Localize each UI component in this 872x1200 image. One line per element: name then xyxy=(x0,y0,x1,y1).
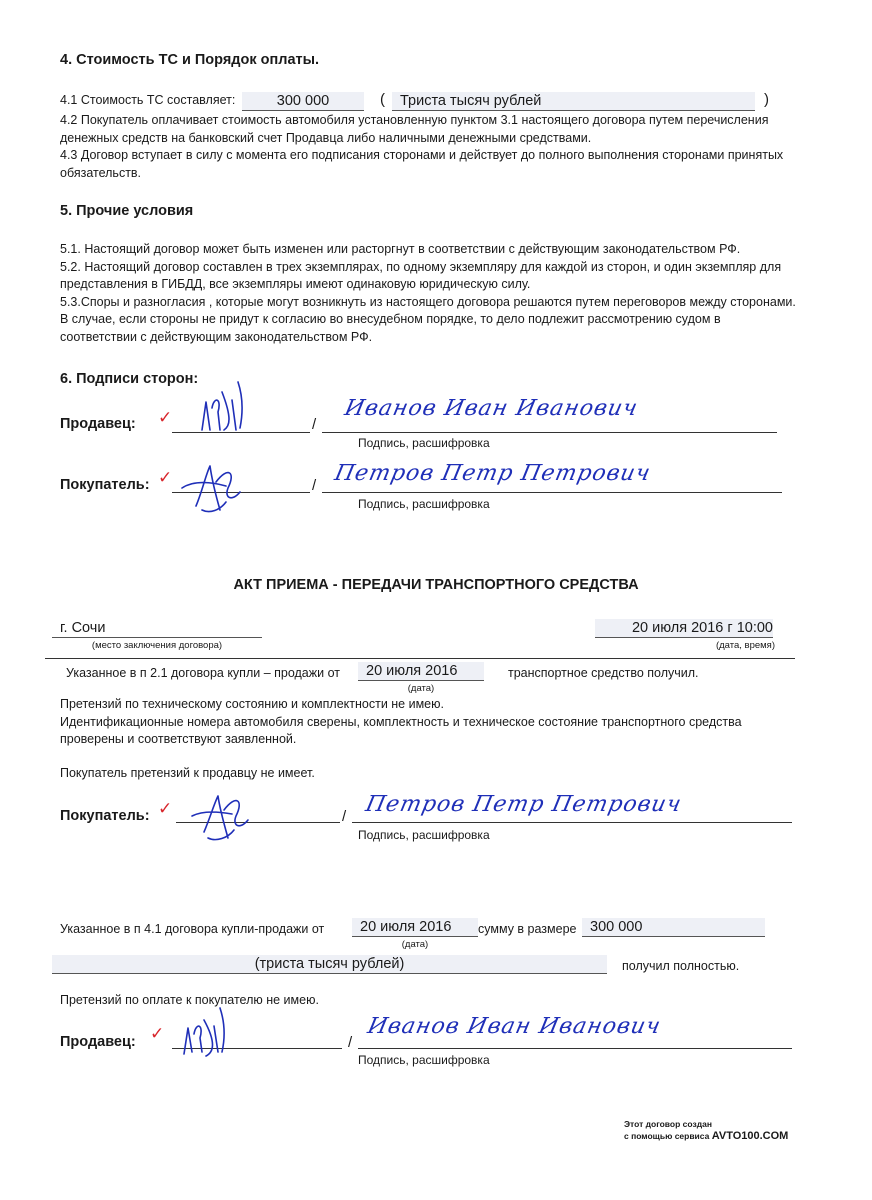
footer-brand: AVTO100.COM xyxy=(711,1130,789,1142)
datetime-caption: (дата, время) xyxy=(715,640,775,651)
service-stamp xyxy=(624,1118,788,1142)
act-buyer-signature-mark xyxy=(186,782,258,844)
payment-words-field[interactable]: (триста тысяч рублей) xyxy=(52,955,607,974)
claims-line-2: Идентификационные номера автомобиля сверены, комплектность и техническое состояние транспортного средства проверены и соответствуют заявленной. xyxy=(60,714,742,746)
payment-date-caption: (дата) xyxy=(401,939,429,950)
act-buyer-caption: Подпись, расшифровка xyxy=(358,828,490,842)
footer-line-1: Этот договор создан xyxy=(624,1119,712,1129)
buyer-no-claims: Покупатель претензий к продавцу не имеет. xyxy=(60,766,315,780)
act-seller-caption: Подпись, расшифровка xyxy=(358,1053,490,1067)
received-date-field[interactable]: 20 июля 2016 xyxy=(358,662,484,681)
price-label: 4.1 Стоимость ТС составляет: xyxy=(60,93,236,107)
act-buyer-label: Покупатель: xyxy=(60,808,150,824)
section4-body xyxy=(60,112,800,182)
price-value-field[interactable]: 300 000 xyxy=(242,92,364,111)
received-date-caption: (дата) xyxy=(407,683,435,694)
datetime-field[interactable]: 20 июля 2016 г 10:00 xyxy=(595,619,773,638)
seller-signature-mark xyxy=(192,372,272,436)
price-words-field[interactable]: Триста тысяч рублей xyxy=(392,92,755,111)
seller-name-line[interactable] xyxy=(322,432,777,433)
buyer-signature-mark xyxy=(176,452,252,516)
checkmark-icon: ✓ xyxy=(158,408,173,427)
checkmark-icon: ✓ xyxy=(158,468,173,487)
act-buyer-name-handwritten: Петров Петр Петрович xyxy=(363,792,685,817)
received-suffix: транспортное средство получил. xyxy=(508,666,699,680)
city-field[interactable]: г. Сочи xyxy=(52,619,262,638)
buyer-name-line[interactable] xyxy=(322,492,782,493)
act-buyer-slash: / xyxy=(342,808,347,825)
act-seller-name-handwritten: Иванов Иван Иванович xyxy=(365,1014,664,1039)
payment-amount-field[interactable]: 300 000 xyxy=(582,918,765,937)
act-seller-name-line[interactable] xyxy=(358,1048,792,1049)
clause-5-3: 5.3.Споры и разногласия , которые могут возникнуть из настоящего договора решаются путем переговоров между сторонами. В случае, если стороны не придут к согласию во внесудебном порядке, то дело подлежит рассмотрению судом в соответствии с действующим законодательством РФ. xyxy=(60,294,796,344)
act-seller-signature-mark xyxy=(174,1000,250,1060)
section6-title: 6. Подписи сторон: xyxy=(60,371,199,387)
section5-title: 5. Прочие условия xyxy=(60,203,194,219)
payment-prefix: Указанное в п 4.1 договора купли-продажи от xyxy=(60,922,325,936)
checkmark-icon: ✓ xyxy=(158,799,173,818)
clause-5-2: 5.2. Настоящий договор составлен в трех экземплярах, по одному экземпляру для каждой из сторон, и один экземпляр для представления в ГИБДД, все экземпляры имеют одинаковую юридическую силу. xyxy=(60,259,782,291)
act-divider xyxy=(45,658,795,659)
seller-slash: / xyxy=(312,416,317,433)
act-buyer-name-line[interactable] xyxy=(352,822,792,823)
city-caption: (место заключения договора) xyxy=(91,640,223,651)
act-title: АКТ ПРИЕМА - ПЕРЕДАЧИ ТРАНСПОРТНОГО СРЕДСТВА xyxy=(233,577,639,593)
footer-line-2-prefix: с помощью сервиса xyxy=(624,1131,710,1141)
claims-line-1: Претензий по техническому состоянию и комплектности не имею. xyxy=(60,697,444,711)
act-claims-body xyxy=(60,696,800,749)
seller-label: Продавец: xyxy=(60,416,136,432)
section4-title: 4. Стоимость ТС и Порядок оплаты. xyxy=(60,52,320,68)
buyer-label: Покупатель: xyxy=(60,477,150,493)
clause-5-1: 5.1. Настоящий договор может быть изменен или расторгнут в соответствии с действующим законодательством РФ. xyxy=(60,242,741,256)
received-prefix: Указанное в п 2.1 договора купли – продажи от xyxy=(66,666,340,680)
clause-4-2: 4.2 Покупатель оплачивает стоимость автомобиля установленную пунктом 3.1 настоящего договора путем перечисления денежных средств на банковский счет Продавца либо наличными денежными средствами. xyxy=(60,113,769,145)
open-paren: ( xyxy=(380,91,385,108)
clause-4-3: 4.3 Договор вступает в силу с момента его подписания сторонами и действует до полного выполнения сторонами принятых обязательств. xyxy=(60,148,784,180)
seller-name-handwritten: Иванов Иван Иванович xyxy=(342,396,641,421)
close-paren: ) xyxy=(764,91,769,108)
payment-suffix: получил полностью. xyxy=(622,959,740,973)
payment-no-claims: Претензий по оплате к покупателю не имею. xyxy=(60,993,319,1007)
buyer-slash: / xyxy=(312,477,317,494)
act-seller-slash: / xyxy=(348,1034,353,1051)
buyer-name-handwritten: Петров Петр Петрович xyxy=(332,461,654,486)
act-seller-label: Продавец: xyxy=(60,1034,136,1050)
section5-body xyxy=(60,241,800,346)
checkmark-icon: ✓ xyxy=(150,1024,165,1043)
buyer-caption: Подпись, расшифровка xyxy=(358,497,490,511)
payment-date-field[interactable]: 20 июля 2016 xyxy=(352,918,478,937)
payment-middle: сумму в размере xyxy=(478,922,577,936)
seller-caption: Подпись, расшифровка xyxy=(358,436,490,450)
